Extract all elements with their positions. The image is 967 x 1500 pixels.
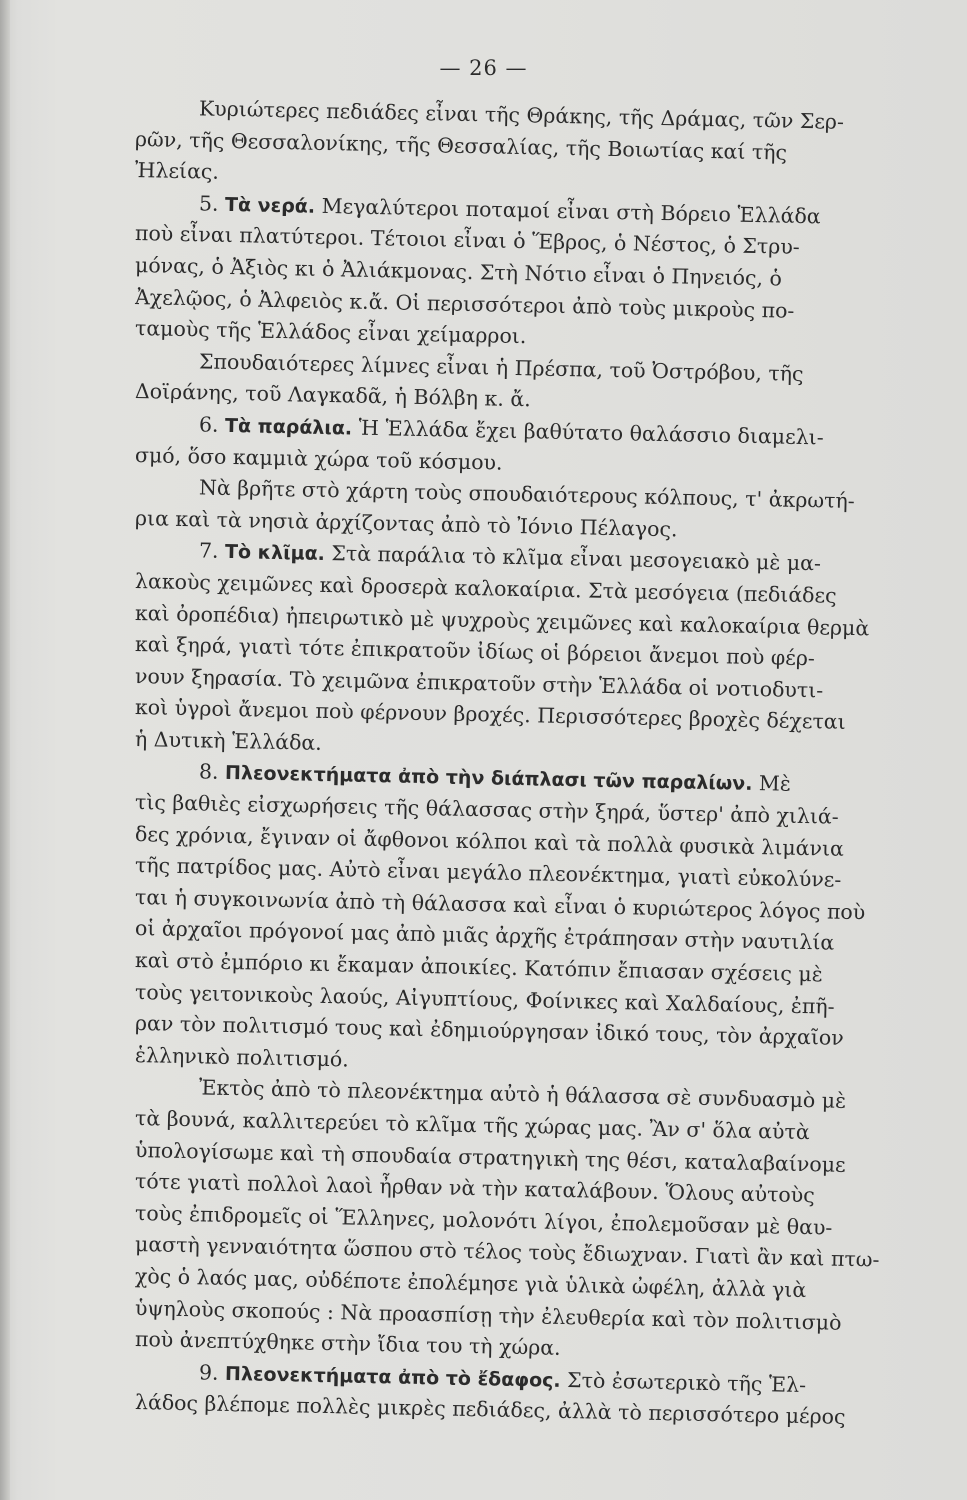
line-text: ποὺ ἀνεπτύχθηκε στὴν ἴδια του τὴ χώρα. xyxy=(134,1327,561,1361)
line-text: κοὶ ὑγροὶ ἄνεμοι ποὺ φέρνουν βροχές. Περισσότερες βροχὲς δέχεται xyxy=(134,695,846,735)
line-text: ὑπολογίσωμε καὶ τὴ σπουδαία στρατηγικὴ της θέσι, καταλαβαίνομε xyxy=(134,1137,846,1177)
line-text: ταμοὺς τῆς Ἑλλάδος εἶναι χείμαρροι. xyxy=(134,316,527,349)
line-text: Στὸ ἐσωτερικὸ τῆς Ἑλ- xyxy=(560,1367,807,1397)
page-number: — 26 — xyxy=(439,56,528,80)
line-text: ρια καὶ τὰ νησιὰ ἀρχίζοντας ἀπὸ τὸ Ἰόνιο Πέλαγος. xyxy=(134,505,678,542)
line-text: ραν τὸν πολιτισμό τους καὶ ἐδημιούργησαν ἰδικό τους, τὸν ἀρχαῖον xyxy=(134,1011,845,1051)
section-heading: Πλεονεκτήματα ἀπὸ τὸ ἔδαφος. xyxy=(224,1362,561,1392)
line-text: λάδος βλέπομε πολλὲς μικρὲς πεδιάδες, ἀλλὰ τὸ περισσότερο μέρος xyxy=(134,1390,846,1430)
section-number: 6. xyxy=(198,412,226,437)
line-text: Στὰ παράλια τὸ κλῖμα εἶναι μεσογειακὸ μὲ μα- xyxy=(324,541,822,576)
line-text: ποὺ εἶναι πλατύτεροι. Τέτοιοι εἶναι ὁ Ἕβρος, ὁ Νέστος, ὁ Στρυ- xyxy=(134,221,800,260)
line-text: τῆς πατρίδος μας. Αὐτὸ εἶναι μεγάλο πλεονέκτημα, γιατὶ εὐκολύνε- xyxy=(134,853,842,893)
line-text: μαστὴ γενναιότητα ὥσπου στὸ τέλος τοὺς ἔδιωχναν. Γιατὶ ἂν καὶ πτω- xyxy=(134,1232,880,1272)
section-heading: Πλεονεκτήματα ἀπὸ τὴν διάπλασι τῶν παραλίων. xyxy=(224,762,753,796)
line-text: τοὺς ἐπιδρομεῖς οἱ Ἕλληνες, μολονότι λίγοι, ἐπολεμοῦσαν μὲ θαυ- xyxy=(134,1200,833,1240)
line-text: ται ἡ συγκοινωνία ἀπὸ τὴ θάλασσα καὶ εἶναι ὁ κυριώτερος λόγος ποὺ xyxy=(134,884,866,925)
line-text: Μὲ xyxy=(752,771,792,797)
line-text: οἱ ἀρχαῖοι πρόγονοί μας ἀπὸ μιᾶς ἀρχῆς ἐτράπησαν στὴν ναυτιλία xyxy=(134,916,835,956)
line-text: Κυριώτερες πεδιάδες εἶναι τῆς Θράκης, τῆς Δράμας, τῶν Σερ- xyxy=(198,96,845,134)
line-text: σμό, ὅσο καμμιὰ χώρα τοῦ κόσμου. xyxy=(134,442,503,475)
line-text: ὑψηλοὺς σκοπούς : Νὰ προασπίσῃ τὴν ἐλευθερία καὶ τὸν πολιτισμὸ xyxy=(134,1295,842,1335)
line-text: Σπουδαιότερες λίμνες εἶναι ἡ Πρέσπα, τοῦ Ὀστρόβου, τῆς xyxy=(198,349,804,386)
line-text: Μεγαλύτεροι ποταμοί εἶναι στὴ Βόρειο Ἑλλάδα xyxy=(314,193,821,229)
line-text: καὶ ὀροπέδια) ἠπειρωτικὸ μὲ ψυχροὺς χειμῶνες καὶ καλοκαίρια θερμὰ xyxy=(134,600,870,640)
line-text: καὶ ξηρά, γιατὶ τότε ἐπικρατοῦν ἰδίως οἱ βόρειοι ἄνεμοι ποὺ φέρ- xyxy=(134,632,816,671)
line-text: Ἡ Ἑλλάδα ἔχει βαθύτατο θαλάσσιο διαμελι- xyxy=(351,415,824,450)
body-text xyxy=(134,92,915,1430)
section-heading: Τὸ κλῖμα. xyxy=(224,541,326,566)
line-text: Δοϊράνης, τοῦ Λαγκαδᾶ, ἡ Βόλβη κ. ἄ. xyxy=(134,379,532,412)
line-text: Ἐκτὸς ἀπὸ τὸ πλεονέκτημα αὐτὸ ἡ θάλασσα σὲ συνδυασμὸ μὲ xyxy=(198,1075,847,1114)
line-text: ἡ Δυτικὴ Ἑλλάδα. xyxy=(134,726,323,755)
line-text: χὸς ὁ λαός μας, οὐδέποτε ἐπολέμησε γιὰ ὑλικὰ ὠφέλη, ἀλλὰ γιὰ xyxy=(134,1263,807,1303)
line-text: τὶς βαθιὲς εἰσχωρήσεις τῆς θάλασσας στὴν ξηρά, ὕστερ' ἀπὸ χιλιά- xyxy=(134,790,839,829)
line-text: λακοὺς χειμῶνες καὶ δροσερὰ καλοκαίρια. Στὰ μεσόγεια (πεδιάδες xyxy=(134,568,837,608)
section-number: 9. xyxy=(198,1360,226,1385)
section-heading: Τὰ νερά. xyxy=(224,193,316,218)
page-edge-shadow xyxy=(0,0,10,1500)
line-text: δες χρόνια, ἔγιναν οἱ ἄφθονοι κόλποι καὶ τὰ πολλὰ φυσικὰ λιμάνια xyxy=(134,821,845,861)
section-number: 5. xyxy=(198,191,226,216)
line-text: νουν ξηρασία. Τὸ χειμῶνα ἐπικρατοῦν στὴν Ἑλλάδα οἱ νοτιοδυτι- xyxy=(134,663,824,703)
section-number: 7. xyxy=(198,538,226,564)
line-text: τὰ βουνά, καλλιτερεύει τὸ κλῖμα τῆς χώρας μας. Ἂν σ' ὅλα αὐτὰ xyxy=(134,1106,810,1145)
line-text: ἑλληνικὸ πολιτισμό. xyxy=(134,1042,350,1072)
line-text: τοὺς γειτονικοὺς λαούς, Αἰγυπτίους, Φοίνικες καὶ Χαλδαίους, ἐπῆ- xyxy=(134,979,835,1019)
line-text: τότε γιατὶ πολλοὶ λαοὶ ἦρθαν νὰ τὴν καταλάβουν. Ὅλους αὐτοὺς xyxy=(134,1169,815,1208)
line-text: καὶ στὸ ἐμπόριο κι ἔκαμαν ἀποικίες. Κατόπιν ἔπιασαν σχέσεις μὲ xyxy=(134,948,823,987)
line-text: Νὰ βρῆτε στὸ χάρτη τοὺς σπουδαιότερους κόλπους, τ' ἀκρωτή- xyxy=(198,475,855,514)
line-text: Ἠλείας. xyxy=(134,158,220,184)
section-number: 8. xyxy=(198,759,226,785)
line-text: ρῶν, τῆς Θεσσαλονίκης, τῆς Θεσσαλίας, τῆς Βοιωτίας καί τῆς xyxy=(134,126,788,165)
section-heading: Τὰ παράλια. xyxy=(224,414,353,440)
line-text: μόνας, ὁ Ἀξιὸς κι ὁ Ἀλιάκμονας. Στὴ Νότιο εἶναι ὁ Πηνειός, ὁ xyxy=(134,252,783,291)
line-text: Ἀχελῷος, ὁ Ἀλφειὸς κ.ἄ. Οἱ περισσότεροι ἀπὸ τοὺς μικροὺς πο- xyxy=(134,284,795,323)
